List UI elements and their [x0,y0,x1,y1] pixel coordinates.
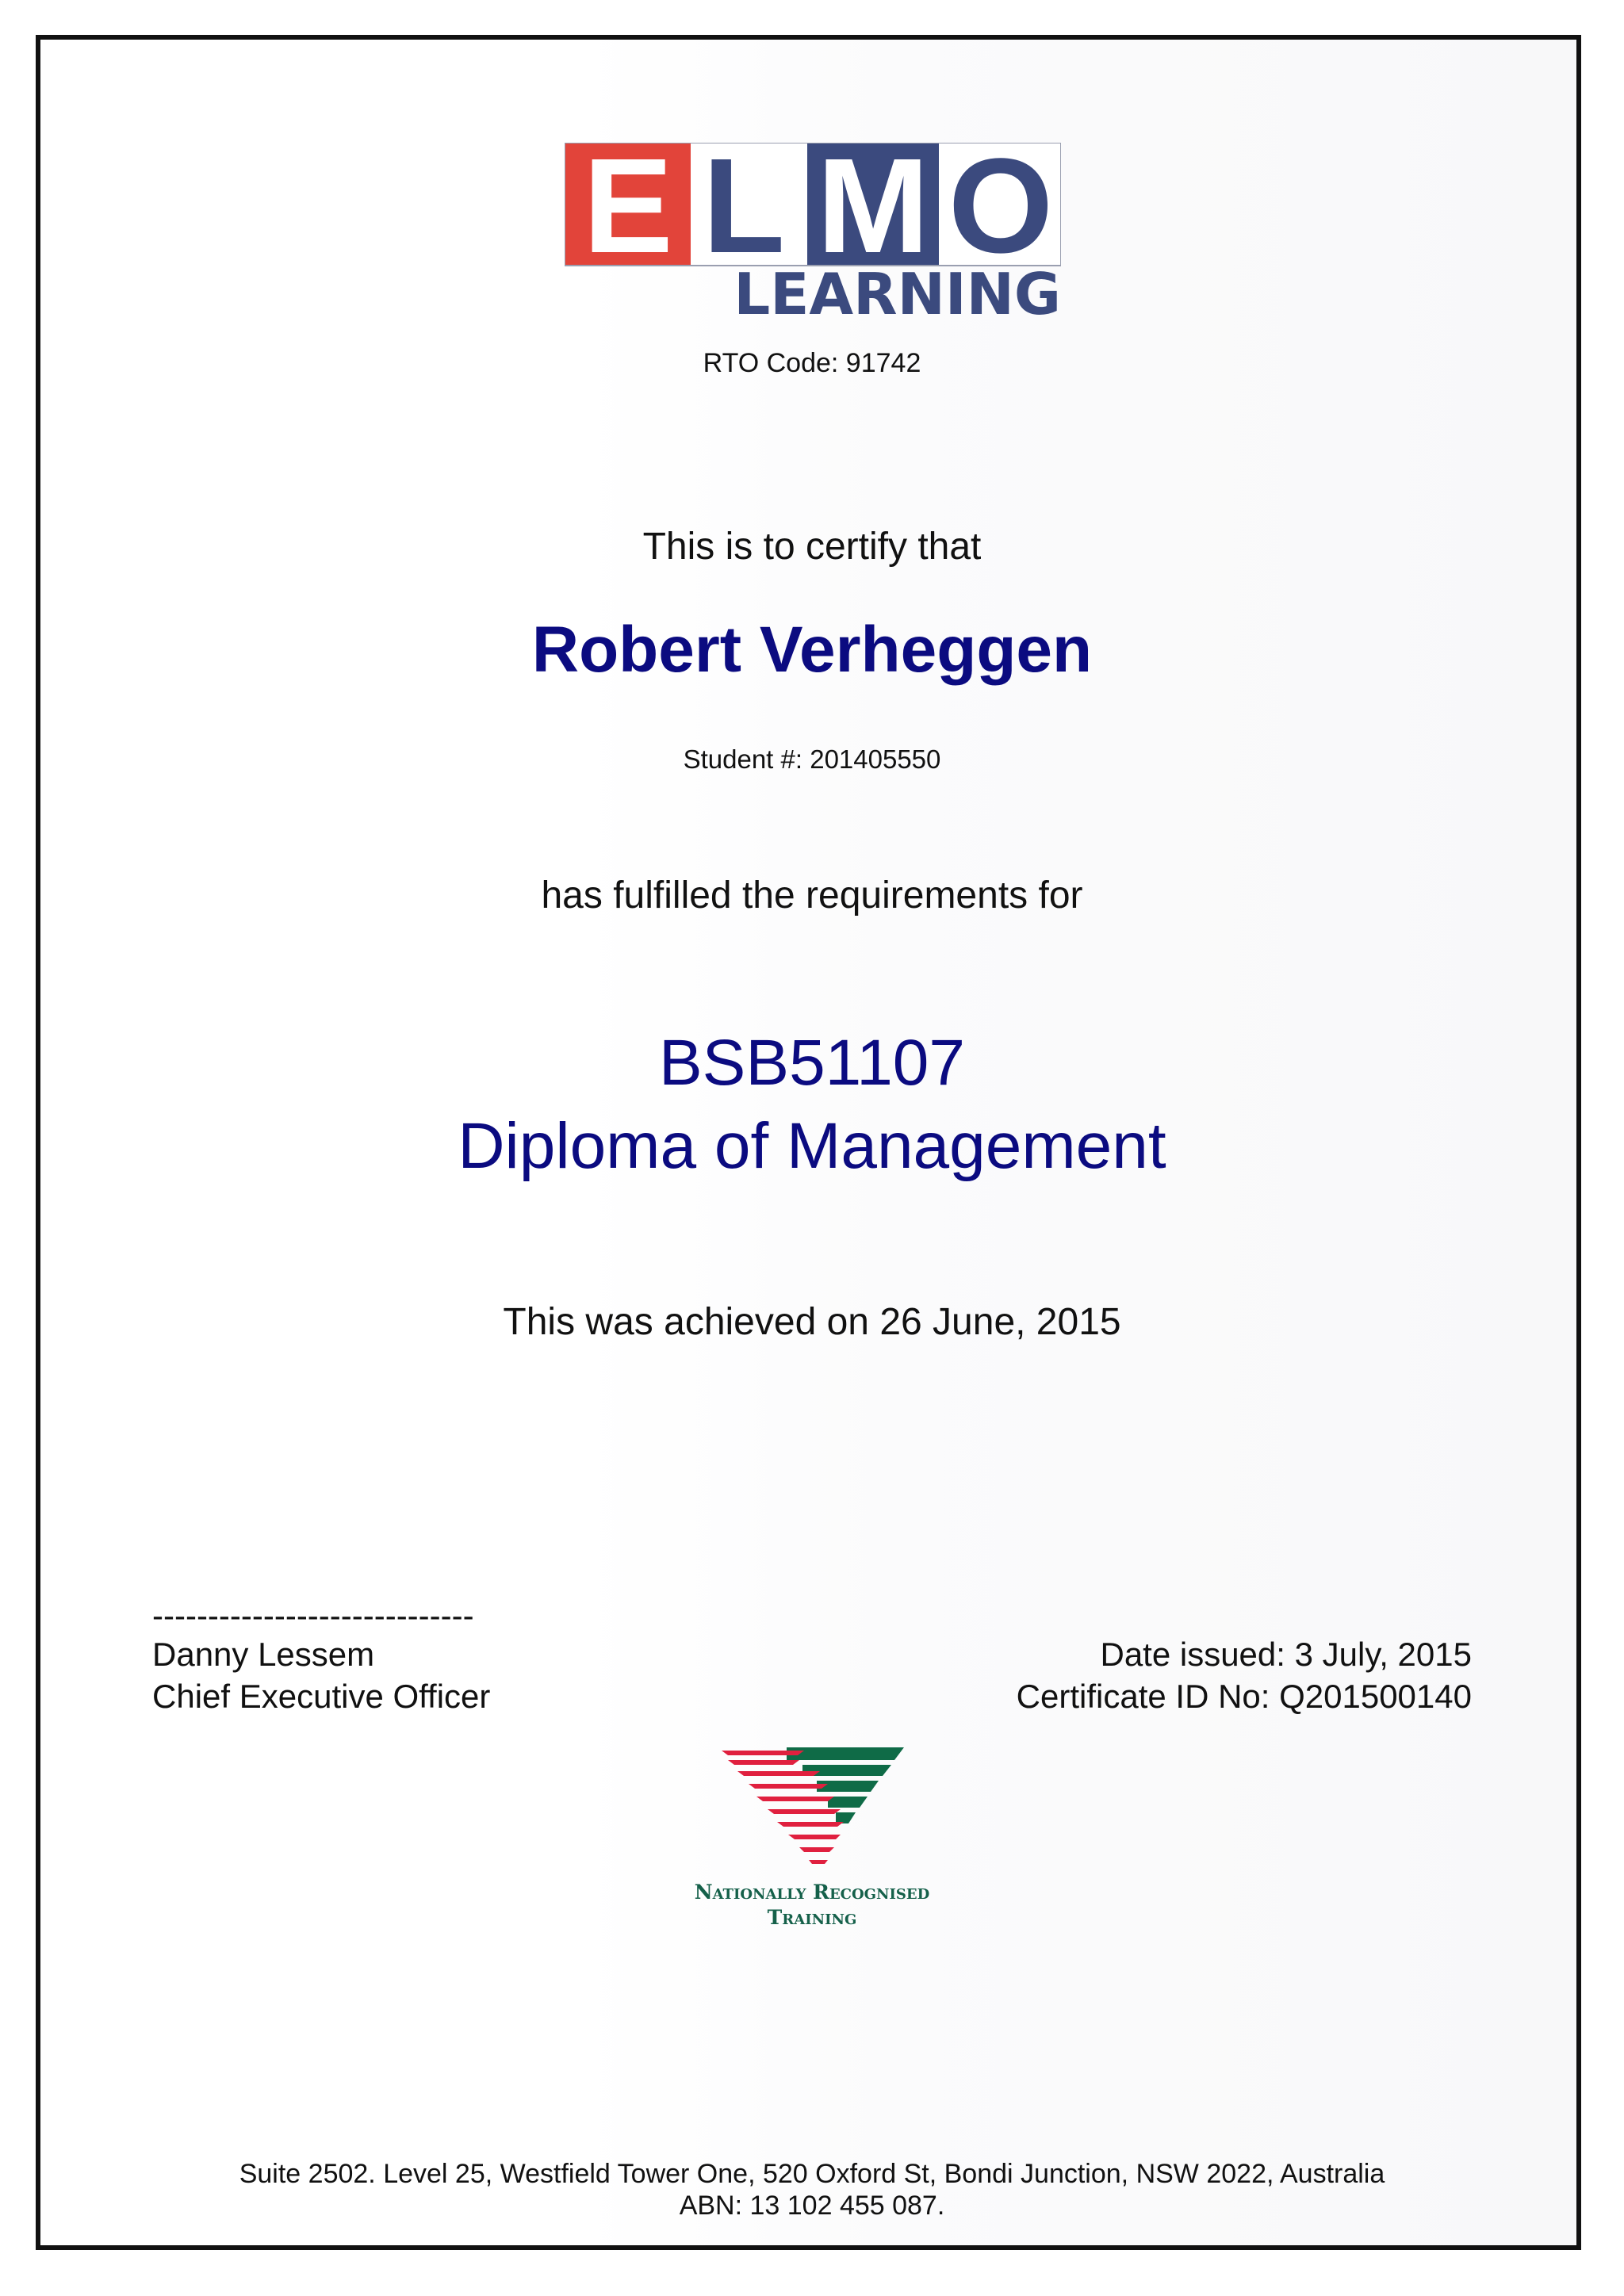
course-name: Diploma of Management [458,1110,1166,1182]
date-issued: Date issued: 3 July, 2015 [1100,1636,1472,1673]
student-number: Student #: 201405550 [683,744,941,774]
signature-block [152,1598,490,1717]
logo-letter-o: O [948,143,1054,281]
logo-letter-l: L [703,143,785,281]
logo-letter-m: M [817,143,929,281]
rto-code: RTO Code: 91742 [703,348,921,378]
logo-letter-e: E [583,143,673,281]
certificate-id: Certificate ID No: Q201500140 [1016,1678,1472,1715]
course-code: BSB51107 [658,1027,966,1099]
signature-line: ----------------------------- [152,1597,474,1634]
logo-subtitle: LEARNING [733,261,1061,319]
footer-abn: ABN: 13 102 455 087. [679,2191,945,2221]
nrt-caption-line2: Training [767,1906,857,1929]
signatory-title: Chief Executive Officer [152,1678,491,1715]
issue-details [1017,1633,1472,1717]
fulfilled-statement: has fulfilled the requirements for [541,874,1083,916]
certify-statement: This is to certify that [642,526,982,568]
student-name: Robert Verheggen [531,614,1093,686]
signatory-name: Danny Lessem [152,1636,375,1673]
achieved-date-statement: This was achieved on 26 June, 2015 [503,1301,1121,1343]
nrt-caption-line1: Nationally Recognised [694,1881,930,1904]
elmo-learning-logo [565,143,1061,319]
footer-address: Suite 2502. Level 25, Westfield Tower One, 520 Oxford St, Bondi Junction, NSW 2022, Australia [239,2159,1385,2189]
